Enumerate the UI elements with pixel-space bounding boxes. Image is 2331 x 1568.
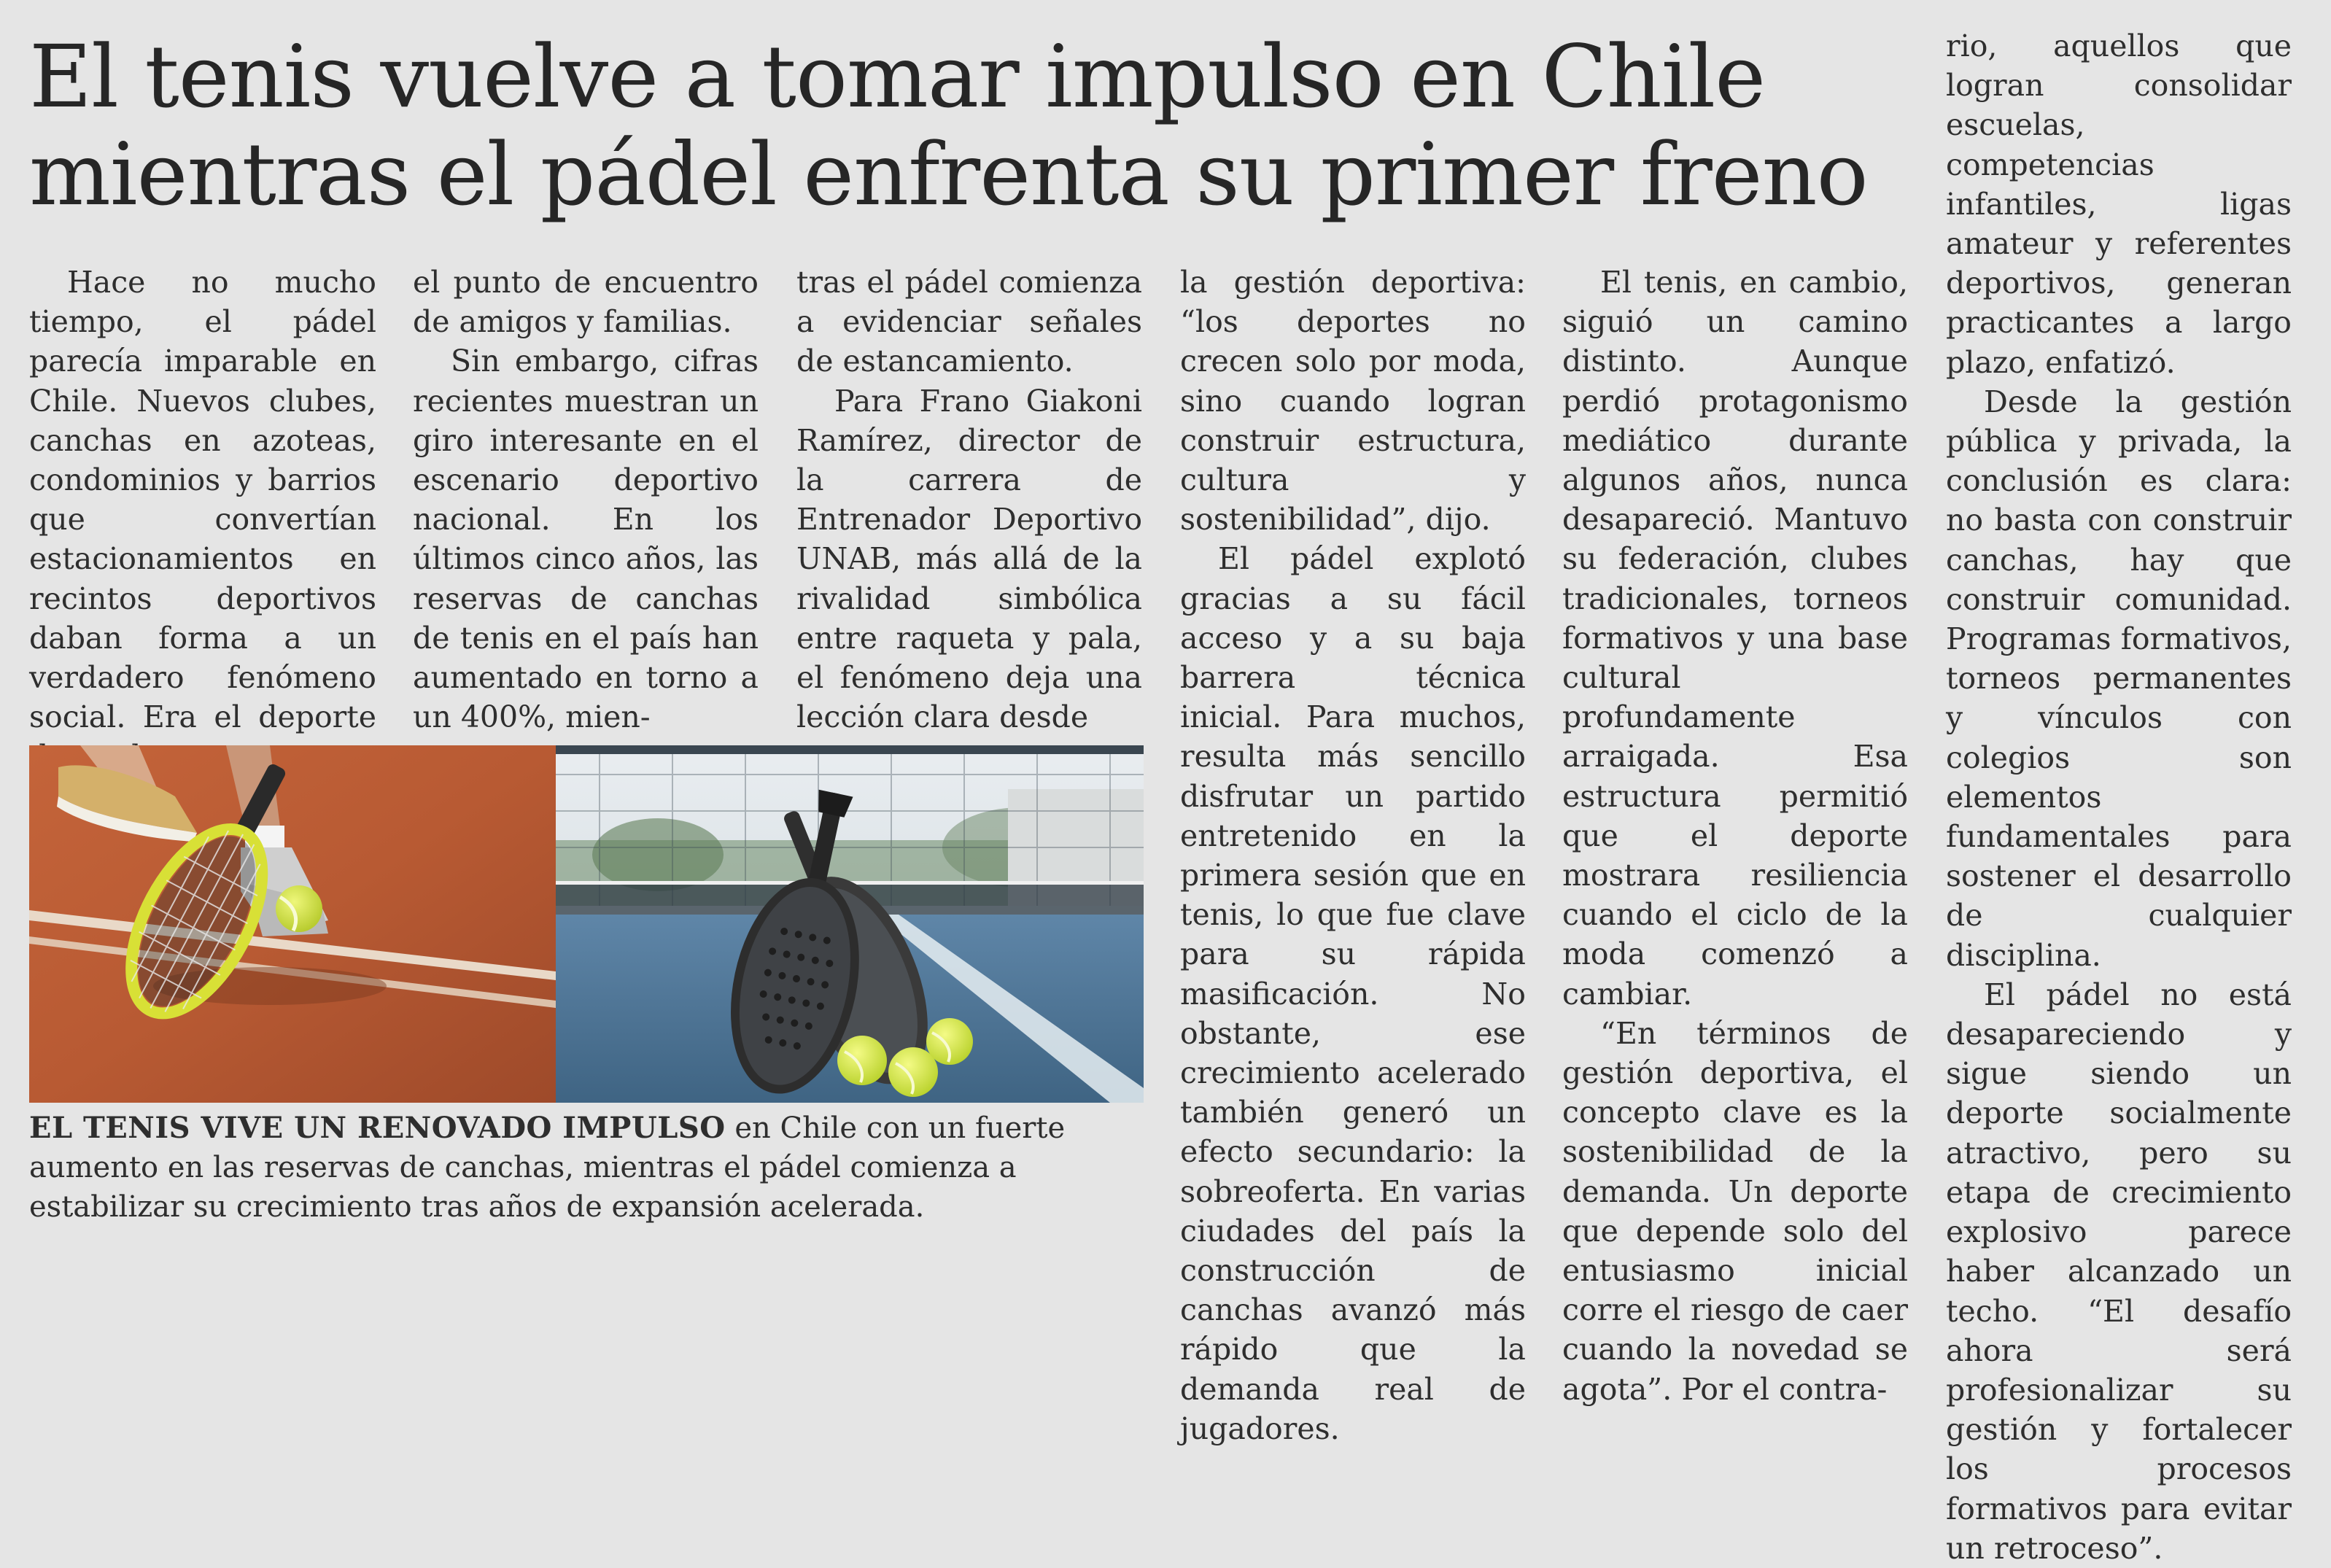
article-column-1 [29, 263, 376, 777]
headline-line-2: mientras el pádel enfrenta su primer freno [29, 124, 1868, 225]
paragraph: rio, aquellos que logran consolidar escuelas, competencias infantiles, ligas amateur y referentes deportivos, generan practicantes a largo plazo, enfatizó. [1946, 28, 2292, 380]
caption-lead: EL TENIS VIVE UN RENOVADO IMPULSO [29, 1111, 726, 1145]
article-column-3 [796, 263, 1142, 737]
tennis-player-photo [29, 745, 556, 1103]
paragraph: tras el pádel comienza a evidenciar señales de estancamiento. [796, 265, 1142, 379]
paragraph: Para Frano Giakoni Ramírez, director de la carrera de Entrenador Deportivo UNAB, más allá de la rivalidad simbólica entre raqueta y pala, el fenómeno deja una lección clara desde [796, 383, 1142, 735]
paragraph: la gestión deportiva: “los deportes no crecen solo por moda, sino cuando logran construir estructura, cultura y sostenibilidad”, dijo. [1180, 265, 1526, 537]
paragraph: El tenis, en cambio, siguió un camino distinto. Aunque perdió protagonismo mediático durante algunos años, nunca desapareció. Mantuvo su federación, clubes tradicionales, torneos formativos y una base cultural profundamente arraigada. Esa estructura permitió que el deporte mostrara resiliencia cuando el ciclo de la moda comenzó a cambiar. [1562, 265, 1908, 1012]
paragraph: el punto de encuentro de amigos y familias. [413, 265, 759, 340]
headline [29, 28, 1896, 223]
article-column-6 [1946, 26, 2292, 1568]
caption-text: en Chile con un fuerte aumento en las reservas de canchas, mientras el pádel comienza a estabilizar su crecimiento tras años de expansión acelerada. [29, 1111, 1066, 1224]
headline-line-1: El tenis vuelve a tomar impulso en Chile [29, 26, 1766, 127]
paragraph: El pádel no está desapareciendo y sigue siendo un deporte socialmente atractivo, pero su etapa de crecimiento explosivo parece haber alcanzado un techo. “El desafío ahora será profesionalizar su gestión y fortalecer los procesos formativos para evitar un retroceso”. [1946, 977, 2292, 1566]
article-column-2 [413, 263, 759, 737]
article-column-4 [1180, 263, 1526, 1448]
article-column-5 [1562, 263, 1908, 1409]
article-photo [29, 745, 1144, 1103]
paragraph: Hace no mucho tiempo, el pádel parecía imparable en Chile. Nuevos clubes, canchas en azoteas, condominios y barrios que convertían estacionamientos en recintos deportivos daban forma a un verdadero fenómeno social. Era el deporte [29, 265, 376, 735]
paragraph: Desde la gestión pública y privada, la conclusión es clara: no basta con construir canchas, hay que construir comunidad. Programas formativos, torneos permanentes y vínculos con colegios son elementos fundamentales para sostener el desarrollo de cualquier disciplina. [1946, 384, 2292, 973]
photo-caption [29, 1109, 1145, 1227]
padel-rackets-photo [556, 745, 1144, 1103]
paragraph: “En términos de gestión deportiva, el concepto clave es la sostenibilidad de la demanda. Un deporte que depende solo del entusiasmo inicial corre el riesgo de caer cuando la novedad se agota”. Por el contra- [1562, 1015, 1908, 1407]
paragraph: El pádel explotó gracias a su fácil acceso y a su baja barrera técnica inicial. Para muchos, resulta más sencillo disfrutar un partido entretenido en la primera sesión que en tenis, lo que fue clave para su rápida masificación. No obstante, ese crecimiento acelerado también generó un efecto secundario: la sobreoferta. En varias ciudades del país la construcción de canchas avanzó más rápido que la demanda real de jugadores. [1180, 541, 1526, 1446]
paragraph: Sin embargo, cifras recientes muestran un giro interesante en el escenario deportivo nacional. En los últimos cinco años, las reservas de canchas de tenis en el país han aumentado en torno a un 400%, mien- [413, 344, 759, 735]
